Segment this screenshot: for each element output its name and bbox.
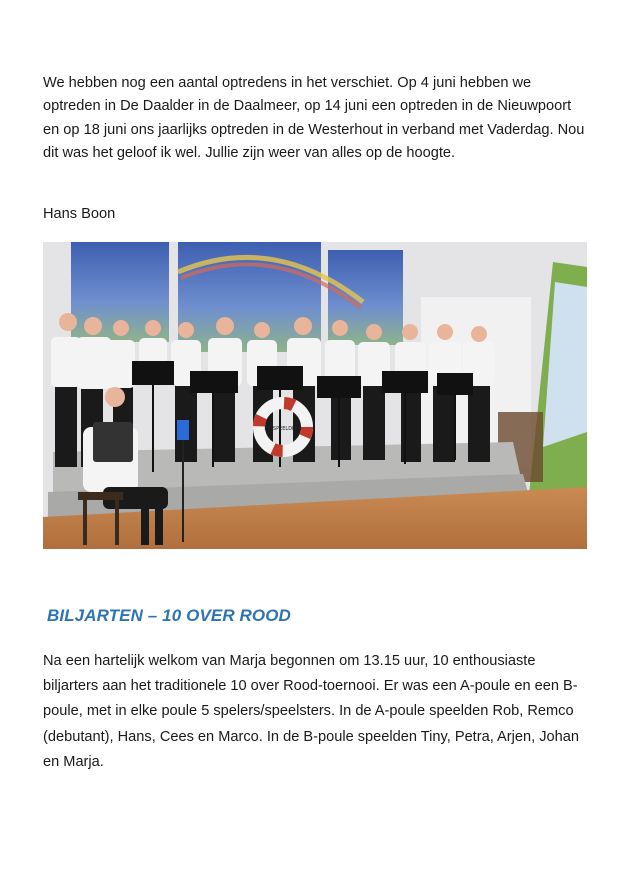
- intro-paragraph: We hebben nog een aantal optredens in het verschiet. Op 4 juni hebben we optreden in De Daalder in de Daalmeer, op 14 juni een optreden in de Nieuwpoort en op 18 juni ons jaarlijks optreden in de Westerhout in verband met Vaderdag. Nou dit was het geloof ik wel. Jullie zijn weer van alles op de hoogte.: [43, 75, 585, 162]
- section-heading: BILJARTEN – 10 OVER ROOD: [47, 606, 291, 625]
- signature: Hans Boon: [43, 206, 116, 222]
- choir-photo: [43, 242, 587, 549]
- section-paragraph: Na een hartelijk welkom van Marja begonnen om 13.15 uur, 10 enthousiaste biljarters aan het traditionele 10 over Rood-toernooi. Er was een A-poule en een B-poule, met in elke poule 5 spelers/speelsters. In de A-poule speelden Rob, Remco (debutant), Hans, Cees en Marco. In de B-poule speelden Tiny, Petra, Arjen, Johan en Marja.: [43, 653, 579, 770]
- lifebuoy-text: DE SPEELDEKS: [264, 426, 302, 432]
